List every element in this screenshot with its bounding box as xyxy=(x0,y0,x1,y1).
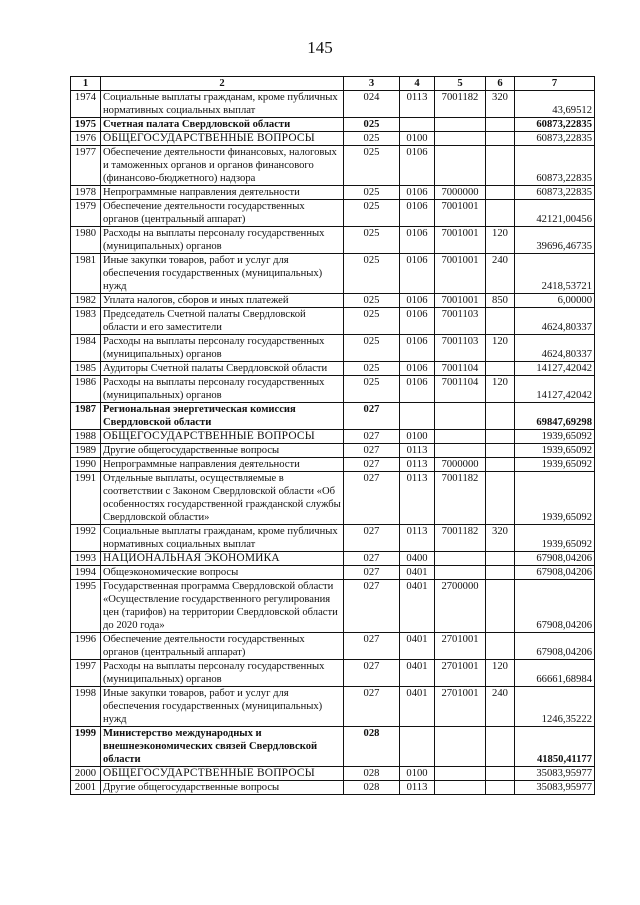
page-number: 145 xyxy=(307,38,333,57)
expense-type-cell: 240 xyxy=(486,687,515,727)
row-number-cell: 1982 xyxy=(71,294,101,308)
target-article-cell xyxy=(435,767,486,781)
department-code-cell: 027 xyxy=(344,458,400,472)
department-code-cell: 025 xyxy=(344,118,400,132)
table-row xyxy=(71,444,595,458)
table-row xyxy=(71,633,595,660)
target-article-cell: 7001001 xyxy=(435,254,486,294)
department-code-cell: 025 xyxy=(344,376,400,403)
expense-type-cell: 320 xyxy=(486,91,515,118)
amount-cell: 60873,22835 xyxy=(515,118,595,132)
item-name-cell: Расходы на выплаты персоналу государственных (муниципальных) органов xyxy=(101,376,344,403)
row-number-cell: 1995 xyxy=(71,580,101,633)
expense-type-cell xyxy=(486,472,515,525)
amount-cell: 1939,65092 xyxy=(515,444,595,458)
item-name-cell: Аудиторы Счетной палаты Свердловской области xyxy=(101,362,344,376)
column-header: 5 xyxy=(435,77,486,91)
target-article-cell: 7001103 xyxy=(435,335,486,362)
amount-cell: 1939,65092 xyxy=(515,458,595,472)
row-number-cell: 1987 xyxy=(71,403,101,430)
item-name-cell: Социальные выплаты гражданам, кроме публичных нормативных социальных выплат xyxy=(101,91,344,118)
department-code-cell: 025 xyxy=(344,200,400,227)
item-name-cell: Другие общегосударственные вопросы xyxy=(101,444,344,458)
row-number-cell: 1996 xyxy=(71,633,101,660)
target-article-cell xyxy=(435,118,486,132)
amount-cell: 6,00000 xyxy=(515,294,595,308)
table-row xyxy=(71,580,595,633)
item-name-cell: Уплата налогов, сборов и иных платежей xyxy=(101,294,344,308)
amount-cell: 1939,65092 xyxy=(515,472,595,525)
item-name-cell: Отдельные выплаты, осуществляемые в соответствии с Законом Свердловской области «Об особенностях государственной гражданской службы Свердловской области» xyxy=(101,472,344,525)
amount-cell: 69847,69298 xyxy=(515,403,595,430)
expense-type-cell: 120 xyxy=(486,660,515,687)
item-name-cell: НАЦИОНАЛЬНАЯ ЭКОНОМИКА xyxy=(101,552,344,566)
target-article-cell: 7001182 xyxy=(435,91,486,118)
target-article-cell: 7001182 xyxy=(435,472,486,525)
amount-cell: 60873,22835 xyxy=(515,146,595,186)
table-row xyxy=(71,132,595,146)
table-row xyxy=(71,687,595,727)
table-row xyxy=(71,118,595,132)
table-row xyxy=(71,254,595,294)
expense-type-cell xyxy=(486,580,515,633)
row-number-cell: 1977 xyxy=(71,146,101,186)
expense-type-cell: 120 xyxy=(486,335,515,362)
section-code-cell: 0100 xyxy=(400,430,435,444)
item-name-cell: ОБЩЕГОСУДАРСТВЕННЫЕ ВОПРОСЫ xyxy=(101,767,344,781)
department-code-cell: 027 xyxy=(344,633,400,660)
item-name-cell: Иные закупки товаров, работ и услуг для обеспечения государственных (муниципальных) нужд xyxy=(101,254,344,294)
department-code-cell: 028 xyxy=(344,781,400,795)
item-name-cell: Председатель Счетной палаты Свердловской области и его заместители xyxy=(101,308,344,335)
item-name-cell: Министерство международных и внешнеэкономических связей Свердловской области xyxy=(101,727,344,767)
row-number-cell: 1975 xyxy=(71,118,101,132)
target-article-cell: 7001103 xyxy=(435,308,486,335)
table-row xyxy=(71,227,595,254)
table-row xyxy=(71,472,595,525)
amount-cell: 41850,41177 xyxy=(515,727,595,767)
table-row xyxy=(71,525,595,552)
column-header: 6 xyxy=(486,77,515,91)
expense-type-cell xyxy=(486,118,515,132)
section-code-cell: 0106 xyxy=(400,308,435,335)
row-number-cell: 1978 xyxy=(71,186,101,200)
amount-cell: 1939,65092 xyxy=(515,430,595,444)
amount-cell: 14127,42042 xyxy=(515,362,595,376)
row-number-cell: 1994 xyxy=(71,566,101,580)
row-number-cell: 1993 xyxy=(71,552,101,566)
section-code-cell: 0106 xyxy=(400,335,435,362)
table-row xyxy=(71,458,595,472)
item-name-cell: ОБЩЕГОСУДАРСТВЕННЫЕ ВОПРОСЫ xyxy=(101,430,344,444)
column-header: 2 xyxy=(101,77,344,91)
section-code-cell: 0106 xyxy=(400,362,435,376)
expense-type-cell xyxy=(486,186,515,200)
row-number-cell: 1986 xyxy=(71,376,101,403)
department-code-cell: 025 xyxy=(344,186,400,200)
item-name-cell: Государственная программа Свердловской области «Осуществление государственного регулирования цен (тарифов) на территории Свердловской области до 2020 года» xyxy=(101,580,344,633)
row-number-cell: 1985 xyxy=(71,362,101,376)
amount-cell: 35083,95977 xyxy=(515,781,595,795)
expense-type-cell xyxy=(486,767,515,781)
amount-cell: 35083,95977 xyxy=(515,767,595,781)
item-name-cell: Расходы на выплаты персоналу государственных (муниципальных) органов xyxy=(101,660,344,687)
amount-cell: 14127,42042 xyxy=(515,376,595,403)
department-code-cell: 027 xyxy=(344,472,400,525)
section-code-cell: 0400 xyxy=(400,552,435,566)
amount-cell: 39696,46735 xyxy=(515,227,595,254)
department-code-cell: 025 xyxy=(344,132,400,146)
row-number-cell: 1984 xyxy=(71,335,101,362)
expense-type-cell xyxy=(486,430,515,444)
table-row xyxy=(71,727,595,767)
item-name-cell: Непрограммные направления деятельности xyxy=(101,458,344,472)
department-code-cell: 027 xyxy=(344,444,400,458)
table-row xyxy=(71,186,595,200)
department-code-cell: 027 xyxy=(344,566,400,580)
item-name-cell: ОБЩЕГОСУДАРСТВЕННЫЕ ВОПРОСЫ xyxy=(101,132,344,146)
table-body xyxy=(71,91,595,795)
department-code-cell: 028 xyxy=(344,767,400,781)
table-row xyxy=(71,376,595,403)
department-code-cell: 027 xyxy=(344,430,400,444)
amount-cell: 67908,04206 xyxy=(515,566,595,580)
section-code-cell: 0100 xyxy=(400,767,435,781)
table-header-row xyxy=(71,77,595,91)
item-name-cell: Расходы на выплаты персоналу государственных (муниципальных) органов xyxy=(101,227,344,254)
expense-type-cell xyxy=(486,146,515,186)
row-number-cell: 1988 xyxy=(71,430,101,444)
expense-type-cell: 240 xyxy=(486,254,515,294)
department-code-cell: 028 xyxy=(344,727,400,767)
section-code-cell: 0113 xyxy=(400,444,435,458)
section-code-cell: 0106 xyxy=(400,294,435,308)
row-number-cell: 1989 xyxy=(71,444,101,458)
amount-cell: 67908,04206 xyxy=(515,552,595,566)
table-row xyxy=(71,308,595,335)
department-code-cell: 025 xyxy=(344,227,400,254)
amount-cell: 43,69512 xyxy=(515,91,595,118)
target-article-cell xyxy=(435,403,486,430)
expense-type-cell xyxy=(486,727,515,767)
budget-table xyxy=(70,76,595,795)
target-article-cell: 7000000 xyxy=(435,186,486,200)
section-code-cell xyxy=(400,403,435,430)
expense-type-cell: 850 xyxy=(486,294,515,308)
department-code-cell: 025 xyxy=(344,335,400,362)
section-code-cell: 0113 xyxy=(400,91,435,118)
department-code-cell: 024 xyxy=(344,91,400,118)
row-number-cell: 1999 xyxy=(71,727,101,767)
row-number-cell: 1991 xyxy=(71,472,101,525)
target-article-cell xyxy=(435,444,486,458)
department-code-cell: 027 xyxy=(344,580,400,633)
target-article-cell: 2700000 xyxy=(435,580,486,633)
column-header: 4 xyxy=(400,77,435,91)
table-row xyxy=(71,403,595,430)
expense-type-cell: 120 xyxy=(486,376,515,403)
amount-cell: 66661,68984 xyxy=(515,660,595,687)
column-header: 3 xyxy=(344,77,400,91)
section-code-cell: 0401 xyxy=(400,660,435,687)
row-number-cell: 1998 xyxy=(71,687,101,727)
amount-cell: 60873,22835 xyxy=(515,186,595,200)
section-code-cell: 0106 xyxy=(400,376,435,403)
expense-type-cell xyxy=(486,444,515,458)
item-name-cell: Социальные выплаты гражданам, кроме публичных нормативных социальных выплат xyxy=(101,525,344,552)
row-number-cell: 1976 xyxy=(71,132,101,146)
amount-cell: 60873,22835 xyxy=(515,132,595,146)
amount-cell: 67908,04206 xyxy=(515,580,595,633)
section-code-cell: 0113 xyxy=(400,781,435,795)
expense-type-cell: 120 xyxy=(486,227,515,254)
expense-type-cell xyxy=(486,200,515,227)
department-code-cell: 027 xyxy=(344,525,400,552)
table-row xyxy=(71,767,595,781)
department-code-cell: 025 xyxy=(344,254,400,294)
amount-cell: 4624,80337 xyxy=(515,308,595,335)
section-code-cell: 0106 xyxy=(400,146,435,186)
target-article-cell: 7001001 xyxy=(435,294,486,308)
department-code-cell: 027 xyxy=(344,552,400,566)
target-article-cell: 2701001 xyxy=(435,633,486,660)
target-article-cell: 7001001 xyxy=(435,227,486,254)
target-article-cell: 7001182 xyxy=(435,525,486,552)
section-code-cell: 0113 xyxy=(400,472,435,525)
department-code-cell: 027 xyxy=(344,660,400,687)
item-name-cell: Обеспечение деятельности финансовых, налоговых и таможенных органов и органов финансового (финансово-бюджетного) надзора xyxy=(101,146,344,186)
table-row xyxy=(71,294,595,308)
section-code-cell xyxy=(400,727,435,767)
section-code-cell: 0100 xyxy=(400,132,435,146)
table-row xyxy=(71,146,595,186)
item-name-cell: Общеэкономические вопросы xyxy=(101,566,344,580)
expense-type-cell xyxy=(486,362,515,376)
target-article-cell xyxy=(435,430,486,444)
amount-cell: 1246,35222 xyxy=(515,687,595,727)
row-number-cell: 1981 xyxy=(71,254,101,294)
expense-type-cell xyxy=(486,132,515,146)
target-article-cell xyxy=(435,781,486,795)
section-code-cell: 0106 xyxy=(400,254,435,294)
row-number-cell: 2000 xyxy=(71,767,101,781)
expense-type-cell xyxy=(486,552,515,566)
row-number-cell: 1997 xyxy=(71,660,101,687)
target-article-cell xyxy=(435,146,486,186)
item-name-cell: Обеспечение деятельности государственных органов (центральный аппарат) xyxy=(101,200,344,227)
target-article-cell: 7001104 xyxy=(435,376,486,403)
table-row xyxy=(71,566,595,580)
department-code-cell: 025 xyxy=(344,362,400,376)
section-code-cell: 0401 xyxy=(400,687,435,727)
target-article-cell: 7001001 xyxy=(435,200,486,227)
department-code-cell: 027 xyxy=(344,687,400,727)
table-row xyxy=(71,91,595,118)
row-number-cell: 1980 xyxy=(71,227,101,254)
department-code-cell: 025 xyxy=(344,308,400,335)
column-header: 1 xyxy=(71,77,101,91)
table-row xyxy=(71,781,595,795)
target-article-cell: 2701001 xyxy=(435,687,486,727)
expense-type-cell xyxy=(486,308,515,335)
column-header: 7 xyxy=(515,77,595,91)
amount-cell: 4624,80337 xyxy=(515,335,595,362)
department-code-cell: 027 xyxy=(344,403,400,430)
item-name-cell: Обеспечение деятельности государственных органов (центральный аппарат) xyxy=(101,633,344,660)
expense-type-cell xyxy=(486,633,515,660)
row-number-cell: 1974 xyxy=(71,91,101,118)
expense-type-cell xyxy=(486,781,515,795)
row-number-cell: 1979 xyxy=(71,200,101,227)
target-article-cell: 7000000 xyxy=(435,458,486,472)
section-code-cell: 0401 xyxy=(400,566,435,580)
item-name-cell: Непрограммные направления деятельности xyxy=(101,186,344,200)
item-name-cell: Счетная палата Свердловской области xyxy=(101,118,344,132)
item-name-cell: Иные закупки товаров, работ и услуг для обеспечения государственных (муниципальных) нужд xyxy=(101,687,344,727)
expense-type-cell: 320 xyxy=(486,525,515,552)
amount-cell: 67908,04206 xyxy=(515,633,595,660)
expense-type-cell xyxy=(486,403,515,430)
table-row xyxy=(71,660,595,687)
row-number-cell: 2001 xyxy=(71,781,101,795)
target-article-cell xyxy=(435,132,486,146)
section-code-cell: 0106 xyxy=(400,186,435,200)
table-row xyxy=(71,200,595,227)
target-article-cell xyxy=(435,552,486,566)
section-code-cell: 0401 xyxy=(400,633,435,660)
row-number-cell: 1983 xyxy=(71,308,101,335)
amount-cell: 2418,53721 xyxy=(515,254,595,294)
table-row xyxy=(71,362,595,376)
target-article-cell: 7001104 xyxy=(435,362,486,376)
section-code-cell: 0401 xyxy=(400,580,435,633)
target-article-cell: 2701001 xyxy=(435,660,486,687)
amount-cell: 42121,00456 xyxy=(515,200,595,227)
table-row xyxy=(71,430,595,444)
row-number-cell: 1992 xyxy=(71,525,101,552)
section-code-cell xyxy=(400,118,435,132)
section-code-cell: 0106 xyxy=(400,227,435,254)
section-code-cell: 0113 xyxy=(400,525,435,552)
target-article-cell xyxy=(435,727,486,767)
section-code-cell: 0106 xyxy=(400,200,435,227)
department-code-cell: 025 xyxy=(344,146,400,186)
item-name-cell: Расходы на выплаты персоналу государственных (муниципальных) органов xyxy=(101,335,344,362)
expense-type-cell xyxy=(486,566,515,580)
expense-type-cell xyxy=(486,458,515,472)
row-number-cell: 1990 xyxy=(71,458,101,472)
department-code-cell: 025 xyxy=(344,294,400,308)
item-name-cell: Другие общегосударственные вопросы xyxy=(101,781,344,795)
item-name-cell: Региональная энергетическая комиссия Свердловской области xyxy=(101,403,344,430)
table-row xyxy=(71,335,595,362)
target-article-cell xyxy=(435,566,486,580)
section-code-cell: 0113 xyxy=(400,458,435,472)
table-row xyxy=(71,552,595,566)
amount-cell: 1939,65092 xyxy=(515,525,595,552)
